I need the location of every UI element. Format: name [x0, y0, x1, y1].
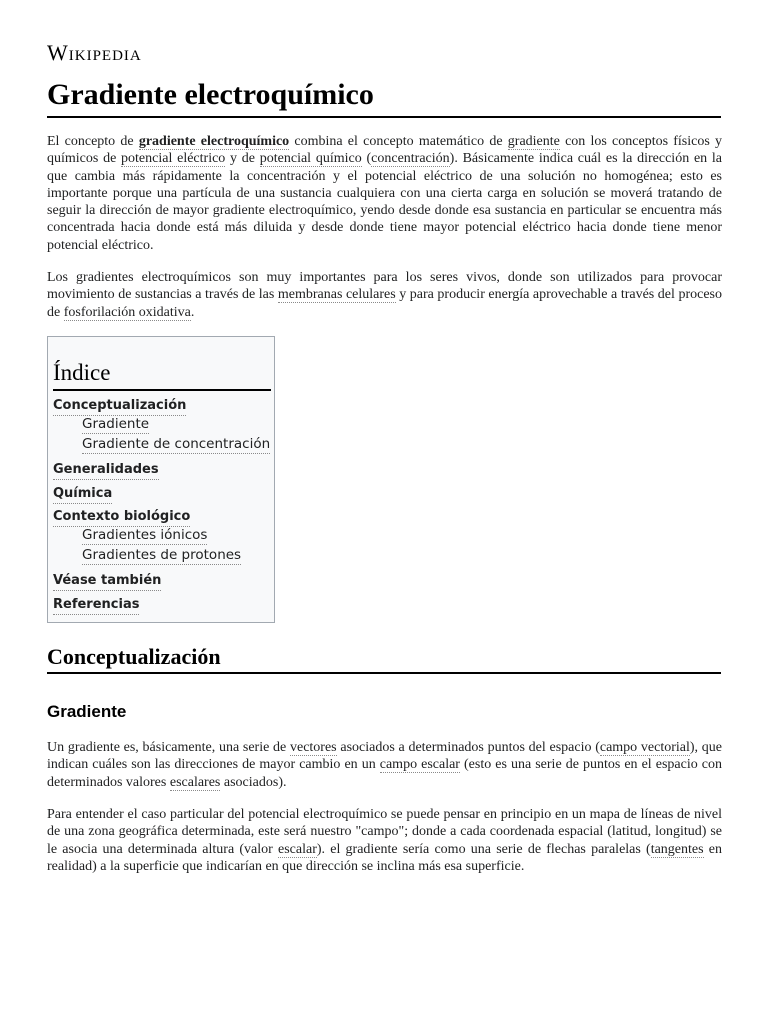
text-segment: (esto es una serie de puntos en el espacio con determinados valores: [47, 757, 722, 790]
wikipedia-logo[interactable]: [47, 40, 142, 66]
text-segment: El concepto de: [47, 134, 139, 149]
text-segment: asociados a determinados puntos del espacio (: [336, 740, 600, 755]
link-campo-vectorial[interactable]: campo vectorial: [599, 740, 690, 755]
text-segment: Un gradiente es, básicamente, una serie de: [47, 740, 290, 755]
text-segment: Para entender el caso particular del potencial electroquímico se puede pensar en principio en un mapa de líneas de nivel de una zona geográfica determinada, este será nuestro "campo"; donde a cada coordenada espacial (latitud, longitud) se le asocia una determinada altura (valor: [47, 807, 722, 857]
link-gradiente-electroquimico[interactable]: gradiente electroquímico: [138, 134, 290, 149]
gradiente-paragraph-2: [47, 806, 722, 875]
intro-paragraph-1: [47, 133, 722, 254]
text-segment: ), que indican cuáles son las direcciones de mayor cambio en un: [47, 740, 722, 773]
link-campo-escalar[interactable]: campo escalar: [379, 757, 460, 773]
logo-text: Wikipedia: [47, 40, 142, 65]
toc-title: Índice: [53, 357, 271, 391]
text-segment: ). Básicamente indica cuál es la dirección en la que cambia más rápidamente la concentración y el potencial eléctrico de una solución no homogénea; esto es importante porque una partícula de una sustancia cualquiera con una cierta carga en solución se moverá tratando de seguir la dirección de mayor gradiente electroquímico, yendo desde donde esa sustancia en particular se encuentra más concentrada hacia donde está más diluida y desde donde tiene mayor potencial eléctrico hacia donde tiene menor potencial eléctrico.: [47, 151, 723, 253]
toc-item-gradientes-de-protones[interactable]: Gradientes de protones: [82, 547, 242, 563]
link-vectores[interactable]: vectores: [289, 740, 337, 755]
text-segment: .: [190, 304, 195, 320]
table-of-contents: [47, 336, 275, 623]
text-segment: (: [361, 151, 372, 167]
text-segment: y para producir energía aprovechable a través del proceso de: [47, 287, 722, 320]
link-potencial-quimico[interactable]: potencial químico: [259, 151, 362, 167]
link-escalares[interactable]: escalares: [169, 774, 221, 790]
link-fosforilacion-oxidativa[interactable]: fosforilación oxidativa: [63, 304, 191, 320]
text-segment: Los gradientes electroquímicos son muy importantes para los seres vivos, donde son utilizados para provocar movimiento de sustancias a través de las: [47, 270, 722, 303]
text-segment: ). el gradiente sería como una serie de flechas paralelas (: [316, 841, 651, 857]
toc-item-gradiente[interactable]: Gradiente: [82, 416, 150, 432]
link-gradiente[interactable]: gradiente: [507, 134, 560, 149]
link-concentracion[interactable]: concentración: [371, 151, 450, 167]
text-segment: combina el concepto matemático de: [289, 134, 508, 149]
toc-item-gradiente-de-concentracion[interactable]: Gradiente de concentración: [82, 436, 271, 452]
page-title: Gradiente electroquímico: [47, 76, 721, 118]
intro-paragraph-2: [47, 269, 722, 321]
toc-item-conceptualizacion[interactable]: Conceptualización: [53, 397, 186, 416]
link-potencial-electrico[interactable]: potencial eléctrico: [121, 151, 226, 167]
link-membranas-celulares[interactable]: membranas celulares: [277, 287, 396, 303]
toc-item-referencias[interactable]: Referencias: [53, 596, 139, 615]
text-segment: en realidad) a la superficie que indicarían en que dirección se inclina más esa superficie.: [47, 841, 722, 874]
toc-item-vease-tambien[interactable]: Véase también: [53, 572, 161, 591]
text-segment: con los conceptos físicos y químicos de: [47, 134, 722, 167]
toc-item-quimica[interactable]: Química: [53, 485, 112, 504]
toc-item-gradientes-ionicos[interactable]: Gradientes iónicos: [82, 527, 208, 543]
section-heading-conceptualizacion: Conceptualización: [47, 643, 721, 674]
text-segment: asociados).: [220, 774, 287, 790]
text-segment: y de: [225, 151, 260, 167]
toc-item-generalidades[interactable]: Generalidades: [53, 461, 159, 480]
gradiente-paragraph-1: [47, 739, 722, 791]
link-escalar[interactable]: escalar: [278, 841, 317, 857]
toc-item-contexto-biologico[interactable]: Contexto biológico: [53, 508, 190, 527]
subsection-heading-gradiente: Gradiente: [47, 702, 127, 721]
link-tangentes[interactable]: tangentes: [650, 841, 704, 857]
